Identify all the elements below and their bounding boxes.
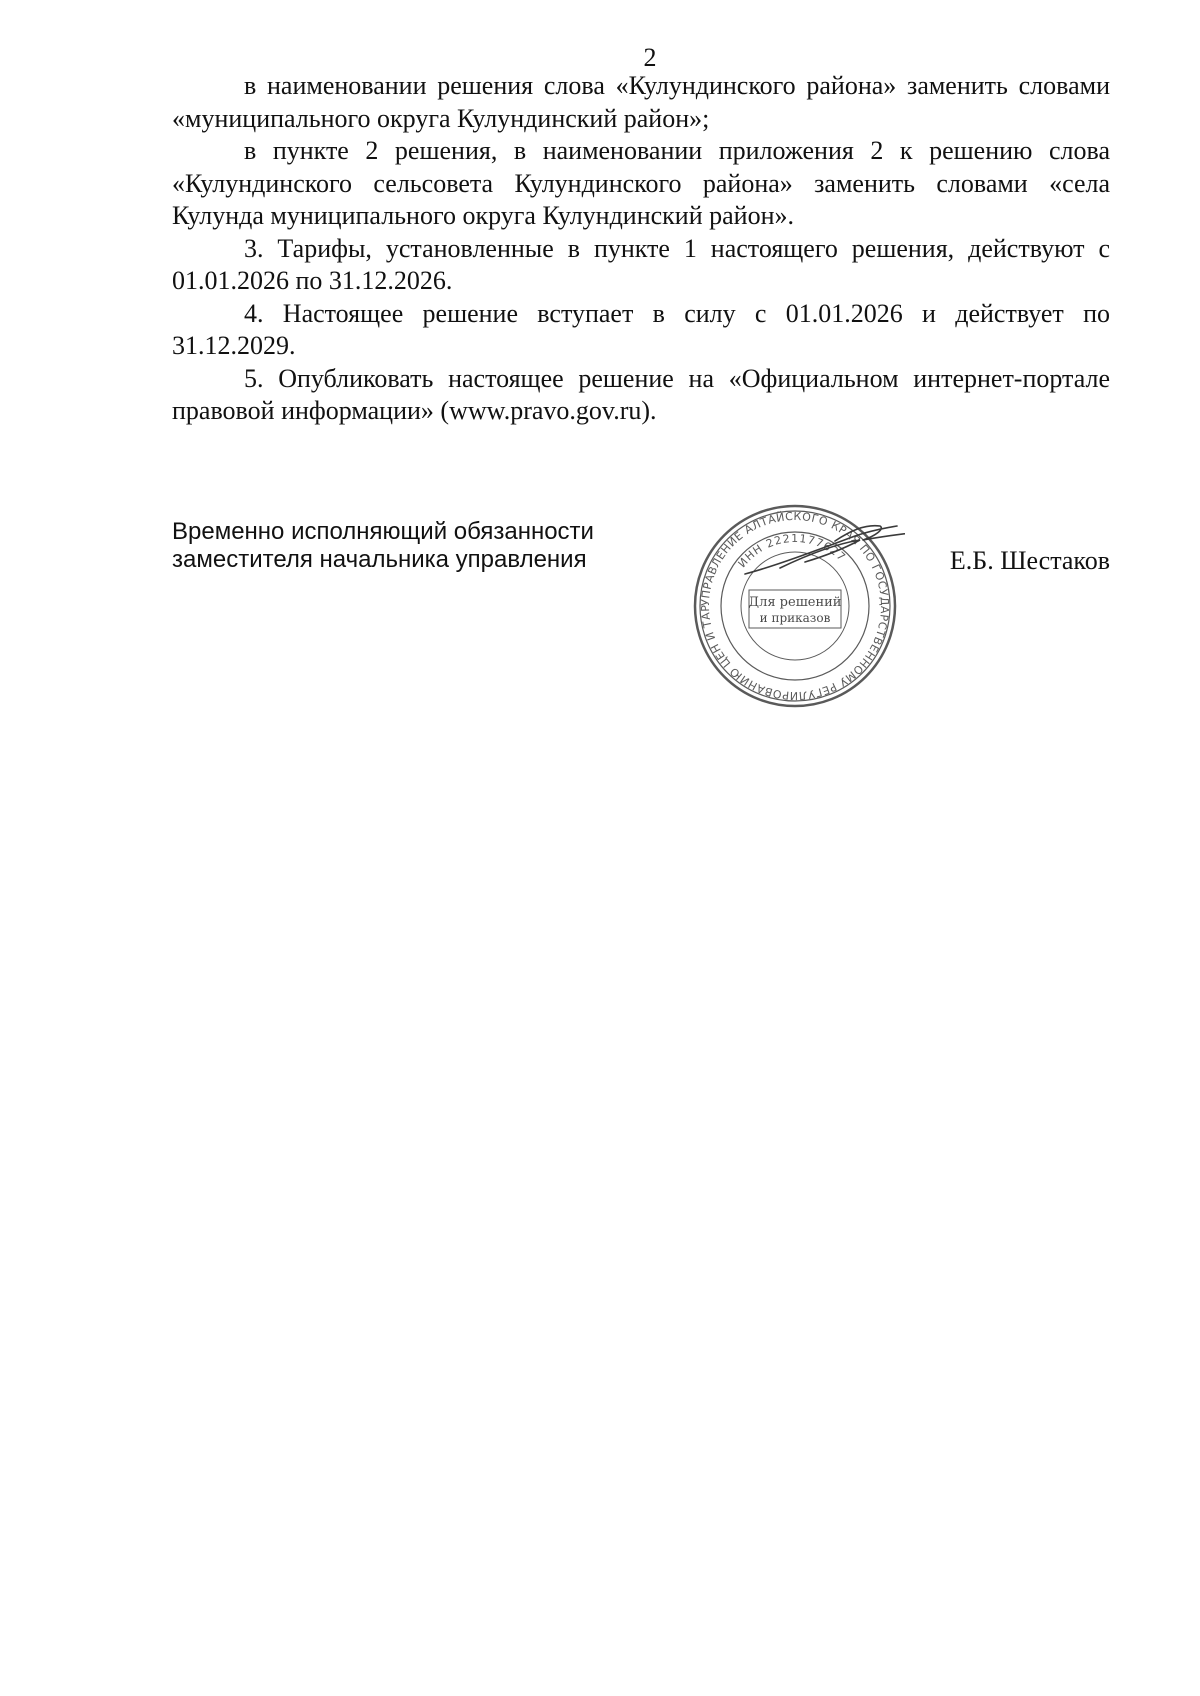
signatory-position-line1: Временно исполняющий обязанности [172, 518, 594, 545]
seal-center-line1: Для решений [748, 595, 842, 610]
seal-outer-text: УПРАВЛЕНИЕ АЛТАЙСКОГО КРАЯ ПО ГОСУДАРСТВЕННОМУ РЕГУЛИРОВАНИЮ ЦЕН И ТАР [698, 509, 892, 703]
signatory-position-line2: заместителя начальника управления [172, 546, 587, 573]
official-seal-icon [685, 496, 905, 716]
seal-center-line2: и приказов [759, 611, 831, 625]
paragraph-rename-decision: в наименовании решения слова «Кулундинского района» заменить словами «муниципального округа Кулундинский район»; [172, 71, 1110, 133]
paragraph-tariff-period: 3. Тарифы, установленные в пункте 1 настоящего решения, действуют с 01.01.2026 по 31.12.2026. [172, 233, 1110, 295]
document-body [172, 70, 1110, 428]
signature-block [172, 509, 1110, 718]
signatory-name: Е.Б. Шестаков [949, 546, 1110, 575]
paragraph-rename-appendix: в пункте 2 решения, в наименовании приложения 2 к решению слова «Кулундинского сельсовета Кулундинского района» заменить словами «села Кулунда муниципального округа Кулундинский район». [172, 136, 1110, 230]
page-number: 2 [643, 43, 657, 72]
seal-inn-text: ИНН 2221177627 [735, 531, 849, 571]
paragraph-publication: 5. Опубликовать настоящее решение на «Официальном интернет-портале правовой информации» (www.pravo.gov.ru). [172, 363, 1110, 425]
signatory-position [172, 518, 594, 574]
paragraph-effective-date: 4. Настоящее решение вступает в силу с 01.01.2026 и действует по 31.12.2029. [172, 298, 1110, 360]
